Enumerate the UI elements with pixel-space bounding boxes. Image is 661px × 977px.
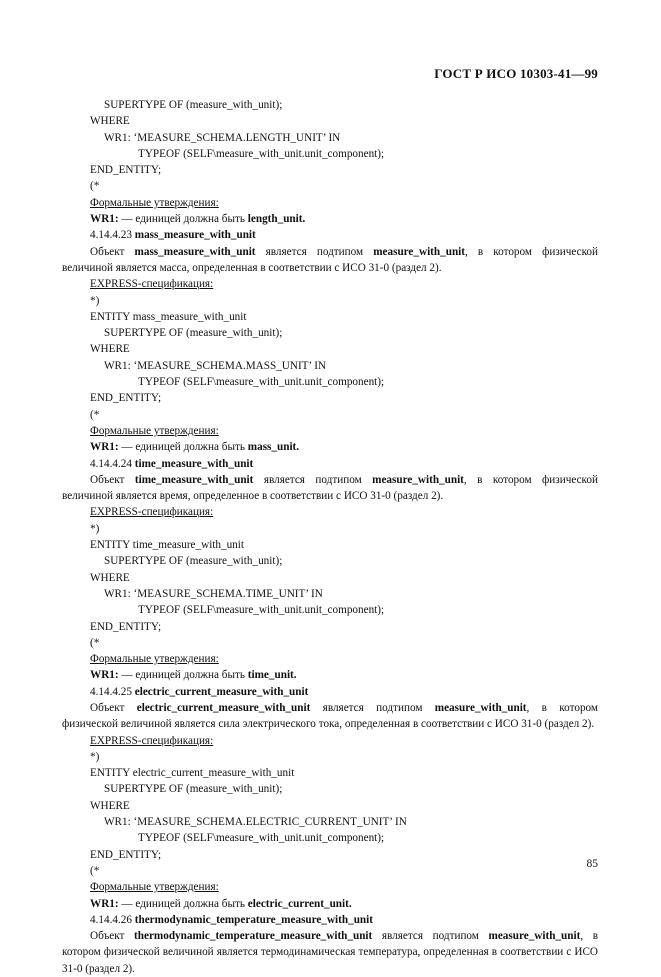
- code-line: END_ENTITY;: [90, 848, 162, 861]
- section-heading: 4.14.4.23 mass_measure_with_unit: [90, 229, 256, 242]
- section-heading: 4.14.4.25 electric_current_measure_with_unit: [90, 685, 309, 698]
- code-line: ENTITY time_measure_with_unit: [90, 539, 244, 552]
- code-line: *): [90, 294, 100, 307]
- code-line: WR1: ‘MEASURE_SCHEMA.MASS_UNIT’ IN: [104, 359, 326, 372]
- code-line: END_ENTITY;: [90, 620, 162, 633]
- code-line: (*: [90, 636, 100, 649]
- code-line: (*: [90, 864, 100, 877]
- code-line: *): [90, 522, 100, 535]
- code-line: SUPERTYPE OF (measure_with_unit);: [104, 99, 283, 111]
- express-label: EXPRESS-спецификация:: [90, 506, 214, 519]
- code-line: WHERE: [90, 343, 130, 356]
- code-line: SUPERTYPE OF (measure_with_unit);: [104, 555, 283, 568]
- code-line: WHERE: [90, 571, 130, 584]
- code-line: WR1: ‘MEASURE_SCHEMA.ELECTRIC_CURRENT_UNIT’ IN: [104, 816, 407, 829]
- code-line: TYPEOF (SELF\measure_with_unit.unit_component);: [138, 147, 385, 160]
- formal-label: Формальные утверждения:: [90, 653, 219, 666]
- section-heading: 4.14.4.26 thermodynamic_temperature_measure_with_unit: [90, 913, 373, 926]
- code-line: ENTITY electric_current_measure_with_unit: [90, 767, 295, 780]
- code-line: WHERE: [90, 115, 130, 128]
- code-line: TYPEOF (SELF\measure_with_unit.unit_component);: [138, 832, 385, 845]
- code-line: TYPEOF (SELF\measure_with_unit.unit_component);: [138, 604, 385, 617]
- code-line: (*: [90, 408, 100, 421]
- formal-rule: WR1: — единицей должна быть mass_unit.: [90, 441, 300, 454]
- page-header: ГОСТ Р ИСО 10303-41—99: [434, 66, 598, 81]
- section-paragraph: Объект mass_measure_with_unit является подтипом measure_with_unit, в котором физической величиной является масса, определенная в соответствии с ИСО 31-0 (раздел 2).: [62, 245, 599, 274]
- section-heading: 4.14.4.24 time_measure_with_unit: [90, 457, 254, 470]
- section-paragraph: Объект electric_current_measure_with_unit является подтипом measure_with_unit, в котором физической величиной является сила электрического тока, определенная в соответствии с ИСО 31-0 (раздел 2).: [62, 701, 599, 731]
- code-line: ENTITY mass_measure_with_unit: [90, 310, 247, 323]
- formal-rule: WR1: — единицей должна быть electric_current_unit.: [90, 897, 352, 910]
- code-line: (*: [90, 180, 100, 193]
- formal-label: Формальные утверждения:: [90, 424, 219, 437]
- formal-label: Формальные утверждения:: [90, 881, 219, 894]
- section-paragraph: Объект thermodynamic_temperature_measure_with_unit является подтипом measure_with_unit, в котором физической величиной является термодинамическая температура, определенная в соответствии с ИСО 31-0 (раздел 2).: [62, 930, 599, 975]
- formal-rule: WR1: — единицей должна быть time_unit.: [90, 669, 297, 682]
- formal-label: Формальные утверждения:: [90, 196, 219, 209]
- code-line: WHERE: [90, 799, 130, 812]
- express-label: EXPRESS-спецификация:: [90, 278, 214, 291]
- code-line: END_ENTITY;: [90, 392, 162, 405]
- code-line: *): [90, 750, 100, 763]
- code-line: WR1: ‘MEASURE_SCHEMA.LENGTH_UNIT’ IN: [104, 131, 341, 144]
- section-paragraph: Объект time_measure_with_unit является подтипом measure_with_unit, в котором физической величиной является время, определенное в соответствии с ИСО 31-0 (раздел 2).: [62, 473, 598, 503]
- code-line: SUPERTYPE OF (measure_with_unit);: [104, 327, 283, 340]
- code-line: SUPERTYPE OF (measure_with_unit);: [104, 783, 283, 796]
- document-body: [62, 97, 598, 977]
- code-line: WR1: ‘MEASURE_SCHEMA.TIME_UNIT’ IN: [104, 587, 323, 600]
- page-number: 85: [586, 858, 598, 870]
- express-label: EXPRESS-спецификация:: [90, 734, 214, 747]
- formal-rule: WR1: — единицей должна быть length_unit.: [90, 213, 306, 226]
- code-line: TYPEOF (SELF\measure_with_unit.unit_component);: [138, 376, 385, 389]
- code-line: END_ENTITY;: [90, 164, 162, 177]
